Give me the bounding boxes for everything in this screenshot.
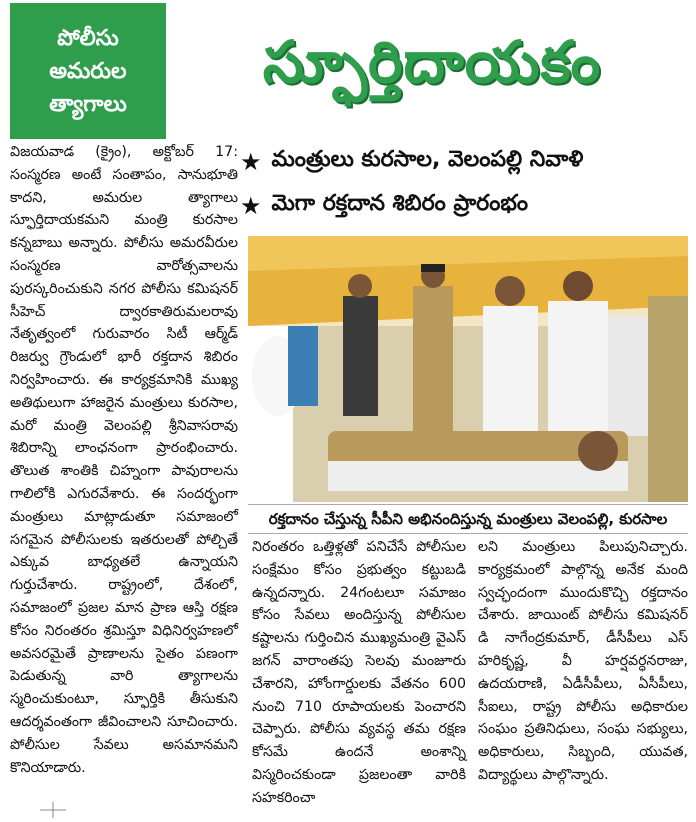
column-3-text: లని మంత్రులు పిలుపునిచ్చారు. కార్యక్రమంలో పాల్గొన్న అనేక మంది స్వచ్ఛందంగా ముందుకొచ్చి రక్తదానం చేశారు. జాయింట్ పోలీసు కమిషనర్ డి నాగేంద్రకుమార్, డీసీపీలు ఎస్ హరికృష్ణ, వీ హర్షవర్ధనరాజు, ఉదయరాణి, ఏడీసీపీలు, ఏసీపీలు, సీఐలు, రాష్ట్ర పోలీసు అధికారుల సంఘం ప్రతినిధులు, సంఘ సభ్యులు, అధికారులు, సిబ్బంది, యువత, విద్యార్థులు పాల్గొన్నారు. xyxy=(478,539,688,783)
photo-caption: రక్తదానం చేస్తున్న సీపీని అభినందిస్తున్న మంత్రులు వెలంపల్లి, కురసాల xyxy=(248,504,688,534)
star-icon: ★ xyxy=(240,192,262,220)
article-column-2 xyxy=(252,536,466,810)
headline-text: స్ఫూర్తిదాయకం xyxy=(262,27,602,96)
blood-donation-photo xyxy=(248,236,688,502)
news-photo xyxy=(248,236,688,502)
column-2-text: నిరంతరం ఒత్తిళ్లతో పనిచేసే పోలీసుల సంక్షేమం కోసం ప్రభుత్వం కట్టుబడి ఉన్నదన్నారు. 24గంటలూ సమాజం కోసం సేవలు అందిస్తున్న పోలీసుల కష్టాలను గుర్తించిన ముఖ్యమంత్రి వైఎస్ జగన్ వారాంతపు సెలవు మంజూరు చేశారని, హోంగార్డులకు వేతనం 600 నుంచి 710 రూపాయలకు పెంచారని చెప్పారు. పోలీసు వ్యవస్థ తమ రక్షణ కోసమే ఉందనే అంశాన్ని విస్మరించకుండా ప్రజలంతా వారికి సహకరించా xyxy=(252,539,466,806)
subheading-1 xyxy=(240,140,688,184)
article-column-1 xyxy=(10,141,238,779)
column-1-text: విజయవాడ (క్రైం), అక్టోబర్ 17: సంస్మరణ అంటే సంతాపం, సానుభూతి కాదని, అమరుల త్యాగాలు స్ఫూర్తిదాయకమని మంత్రి కురసాల కన్నబాబు అన్నారు. పోలీసు అమరవీరుల సంస్మరణ వారోత్సవాలను పురస్కరించుకుని నగర పోలీసు కమిషనర్ సీహెచ్ ద్వారకాతిరుమలరావు నేతృత్వంలో గురువారం సిటీ ఆర్మ్‌డ్ రిజర్వు గ్రౌండులో భారీ రక్తదాన శిబిరం నిర్వహించారు. ఈ కార్యక్రమానికి ముఖ్య అతిథులుగా హాజరైన మంత్రులు కురసాల, మరో మంత్రి వెలంపల్లి శ్రీనివాసరావు శిబిరాన్ని లాంఛనంగా ప్రారంభించారు. తొలుత శాంతికి చిహ్నంగా పావురాలను గాలిలోకి ఎగురవేశారు. ఈ సందర్భంగా మంత్రులు మాట్లాడుతూ సమాజంలో సగమైన పోలీసులకు ఇతరులతో పోల్చితే ఎక్కువ బాధ్యతలే ఉన్నాయని గుర్తుచేశారు. రాష్ట్రంలో, దేశంలో, సమాజంలో ప్రజల మాన ప్రాణ ఆస్తి రక్షణ కోసం నిరంతరం శ్రమిస్తూ విధినిర్వహణలో అవసరమైతే ప్రాణాలను సైతం పణంగా పెడుతున్న వారి త్యాగాలను స్మరించుకుంటూ, స్ఫూర్తికి తీసుకుని ఆదర్శవంతంగా జీవించాలని సూచించారు. పోలీసుల సేవలు అసమానమని కొనియాడారు. xyxy=(10,144,238,776)
tag-line-1: పోలీసు xyxy=(57,25,119,51)
tag-line-2: అమరుల xyxy=(49,58,127,84)
tag-line-3: త్యాగాలు xyxy=(49,91,127,117)
subheading-2-text: మెగా రక్తదాన శిబిరం ప్రారంభం xyxy=(271,191,529,216)
subheadings xyxy=(240,140,688,230)
subheading-1-text: మంత్రులు కురసాల, వెలంపల్లి నివాళి xyxy=(271,147,584,172)
subheading-2 xyxy=(240,184,688,228)
crop-mark-icon xyxy=(38,800,68,820)
headline-banner xyxy=(168,0,696,138)
section-tag xyxy=(10,3,166,139)
star-icon: ★ xyxy=(240,148,262,176)
article-column-3 xyxy=(478,536,688,787)
